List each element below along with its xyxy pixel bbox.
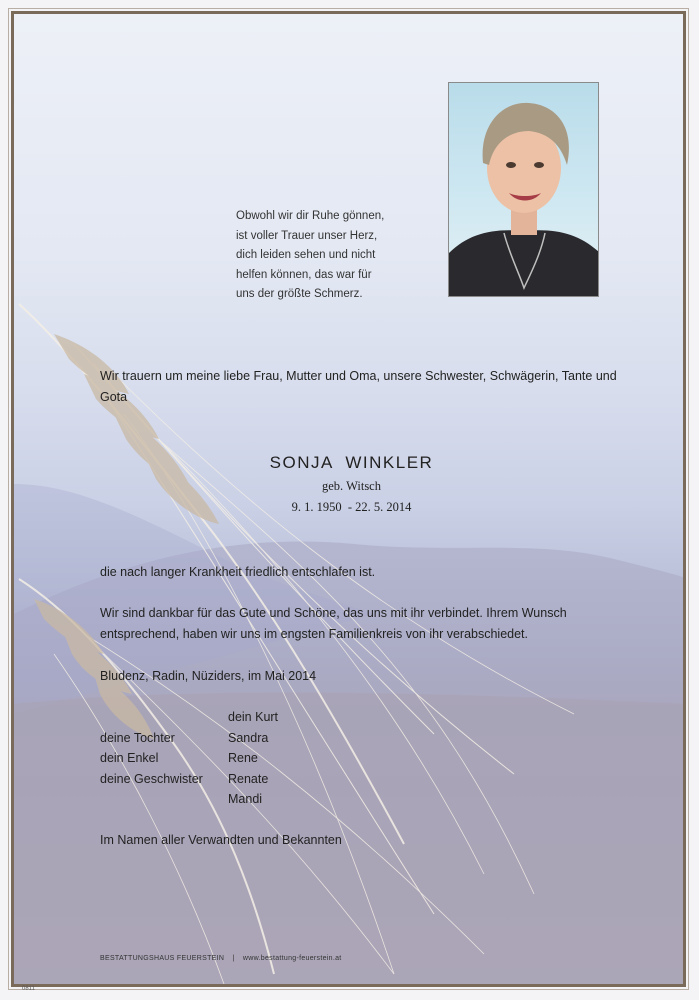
print-code: 0811 (22, 986, 35, 992)
mourner-name: Rene (228, 751, 258, 765)
poem (236, 207, 384, 305)
poem-line: Obwohl wir dir Ruhe gönnen, (236, 210, 385, 222)
mourner-relation: deine Geschwister (100, 771, 203, 786)
mourner-row (100, 728, 278, 749)
thanks-text: Wir sind dankbar für das Gute und Schöne, das uns mit ihr verbindet. Ihrem Wunsch entsprechend, haben wir uns im engsten Familienkreis von ihr verabschiedet. (100, 606, 567, 641)
footer-company: BESTATTUNGSHAUS FEUERSTEIN (100, 955, 225, 962)
poem-line: dich leiden sehen und nicht (236, 249, 376, 261)
mourner-relation (100, 707, 228, 728)
mourner-row (100, 789, 278, 810)
footer (100, 955, 342, 962)
mourner-row (100, 769, 278, 790)
deceased-block (14, 453, 686, 515)
place-date: Bludenz, Radin, Nüziders, im Mai 2014 (100, 669, 317, 683)
mourner-name: Sandra (228, 730, 269, 745)
obituary-card (11, 11, 686, 987)
poem-line: uns der größte Schmerz. (236, 288, 363, 300)
passed-text: die nach langer Krankheit friedlich entschlafen ist. (100, 565, 376, 579)
mourner-relation: deine Tochter (100, 730, 175, 745)
mourners-list (100, 707, 278, 810)
mourner-relation (100, 789, 228, 810)
mourner-name: dein Kurt (228, 710, 279, 724)
poem-line: helfen können, das war für (236, 268, 372, 281)
poem-line: ist voller Trauer unser Herz, (236, 229, 378, 242)
deceased-name: SONJA WINKLER (269, 453, 434, 472)
closing-text: Im Namen aller Verwandten und Bekannten (100, 833, 342, 847)
intro-text: Wir trauern um meine liebe Frau, Mutter und Oma, unsere Schwester, Schwägerin, Tante und Gota (100, 369, 617, 404)
mourner-row (100, 707, 278, 728)
mourner-name: Mandi (228, 792, 263, 806)
footer-separator: | (232, 955, 235, 962)
life-dates: 9. 1. 1950 - 22. 5. 2014 (291, 500, 412, 514)
mourner-row (100, 748, 278, 769)
portrait-photo (448, 82, 599, 297)
mourner-name: Renate (228, 771, 269, 786)
maiden-name: geb. Witsch (322, 479, 381, 493)
mourner-relation: dein Enkel (100, 751, 159, 765)
footer-website: www.bestattung-feuerstein.at (242, 955, 342, 962)
